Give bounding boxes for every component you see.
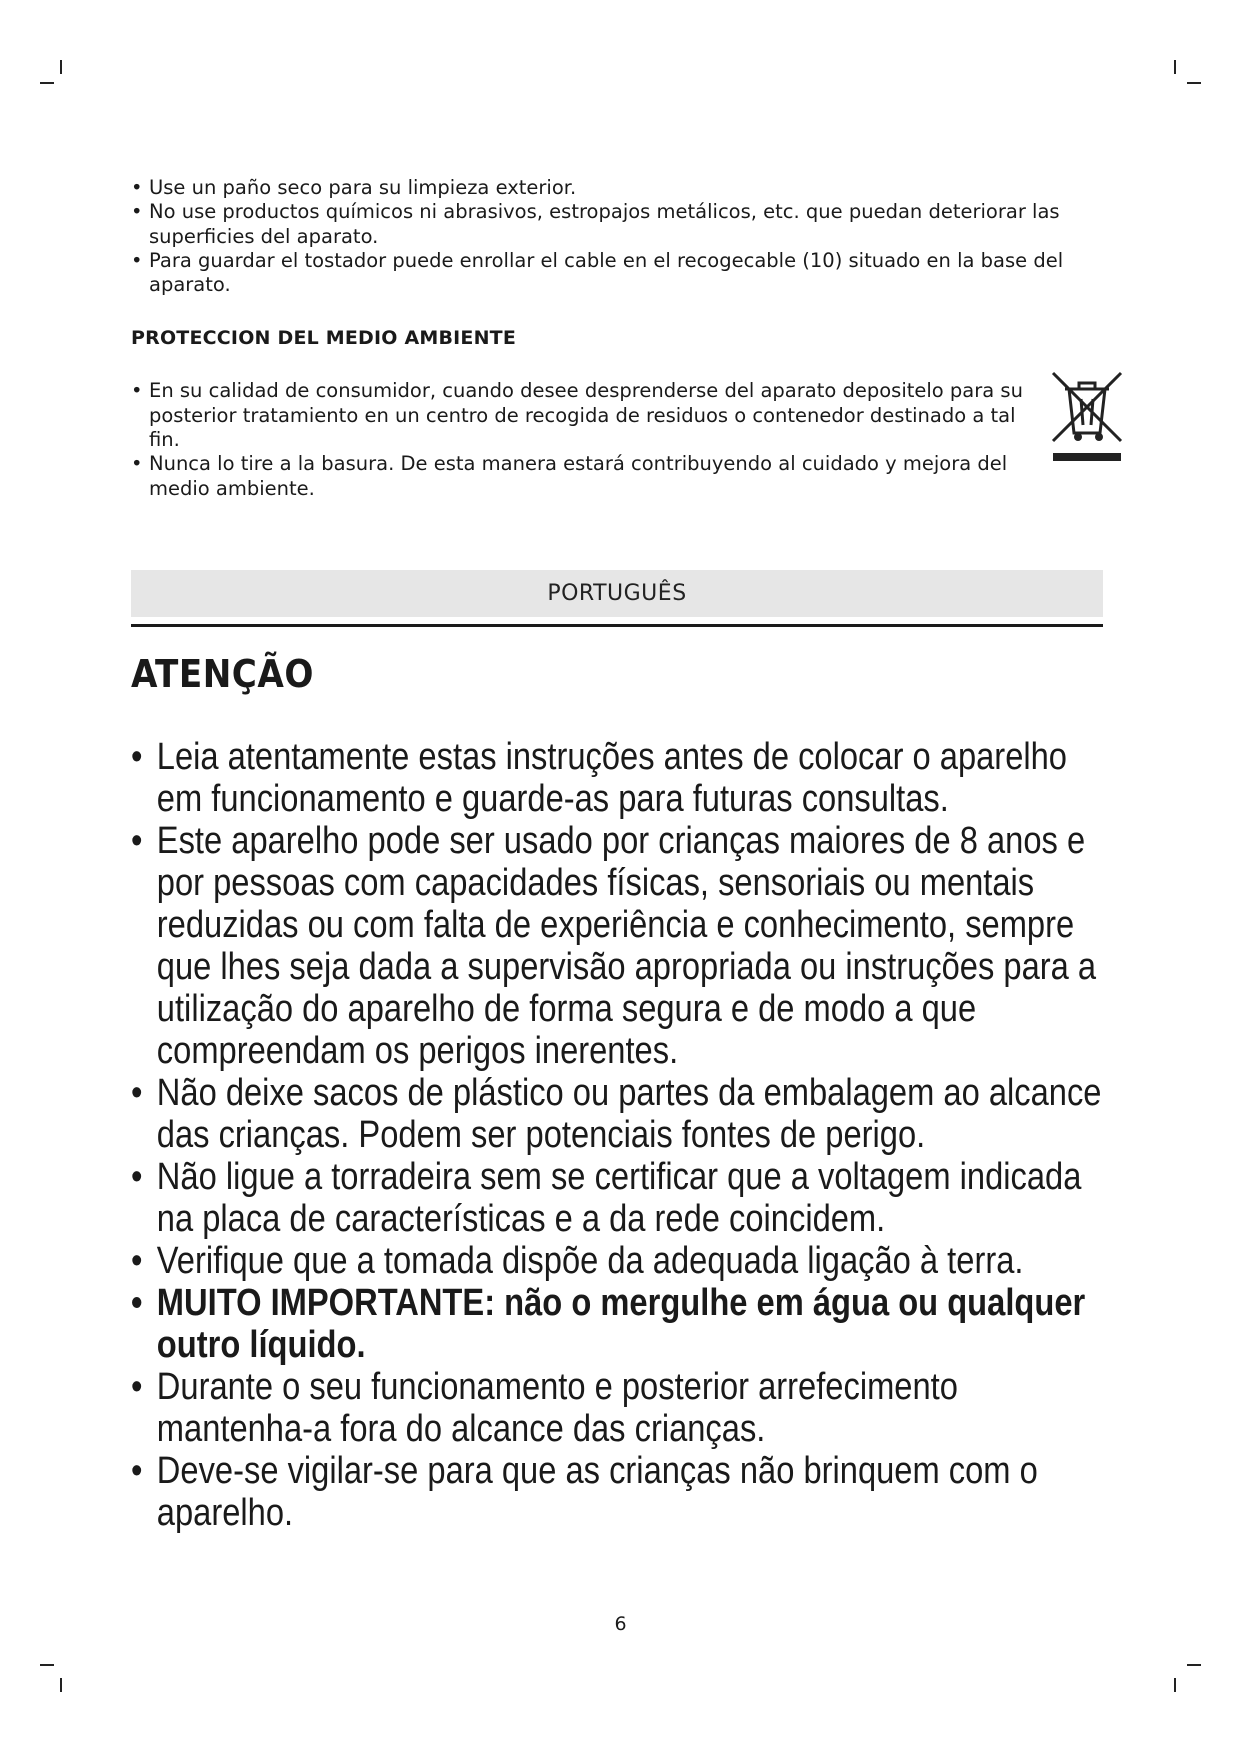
list-item: • Verifique que a tomada dispõe da adequada ligação à terra. (131, 1240, 1024, 1282)
environment-heading: PROTECCION DEL MEDIO AMBIENTE (131, 327, 517, 350)
list-item: • Deve-se vigilar-se para que as crianças não brinquem com o aparelho. (131, 1450, 1038, 1534)
list-item: • Não deixe sacos de plástico ou partes da embalagem ao alcance das crianças. Podem ser potenciais fontes de perigo. (131, 1072, 1102, 1156)
list-item: • No use productos químicos ni abrasivos, estropajos metálicos, etc. que puedan deteriorar las superficies del aparato. (131, 200, 1060, 248)
list-item: • Durante o seu funcionamento e posterior arrefecimento mantenha-a fora do alcance das crianças. (131, 1366, 958, 1450)
crossed-out-wheelie-bin-icon (1049, 367, 1125, 467)
crop-mark (1174, 1678, 1176, 1692)
page-number: 6 (614, 1613, 627, 1635)
page-title: ATENÇÃO (131, 652, 314, 696)
list-item: • Não ligue a torradeira sem se certificar que a voltagem indicada na placa de características e a da rede coincidem. (131, 1156, 1082, 1240)
crop-mark (40, 1664, 54, 1666)
cleaning-list (131, 176, 1121, 297)
list-item: • Nunca lo tire a la basura. De esta manera estará contribuyendo al cuidado y mejora del medio ambiente. (131, 452, 1008, 500)
crop-mark (1174, 60, 1176, 74)
list-item: • En su calidad de consumidor, cuando desee desprenderse del aparato depositelo para su posterior tratamiento en un centro de recogida de residuos o contenedor destinado a tal fin. (131, 379, 1023, 452)
environment-block (131, 379, 1121, 500)
list-item: • Use un paño seco para su limpieza exterior. (131, 176, 577, 199)
environment-list (131, 379, 1031, 500)
crop-mark (60, 1678, 62, 1692)
language-bar (131, 570, 1103, 617)
list-item: • Para guardar el tostador puede enrollar el cable en el recogecable (10) situado en la base del aparato. (131, 248, 1064, 297)
crop-mark (1187, 82, 1201, 84)
divider (131, 624, 1103, 627)
list-item: • Leia atentamente estas instruções antes de colocar o aparelho em funcionamento e guarde-as para futuras consultas. (131, 736, 1067, 820)
crop-mark (60, 60, 62, 74)
list-item: • Este aparelho pode ser usado por crianças maiores de 8 anos e por pessoas com capacidades físicas, sensoriais ou mentais reduzidas ou com falta de experiência e conhecimento, sempre que lhes seja dada a supervisão apropriada ou instruções para a utilização do aparelho de forma segura e de modo a que compreendam os perigos inerentes. (131, 820, 1097, 1072)
warning-list (131, 736, 1120, 1534)
crop-mark (40, 82, 54, 84)
list-item-important: • MUITO IMPORTANTE: não o mergulhe em água ou qualquer outro líquido. (131, 1282, 1086, 1366)
crop-mark (1187, 1664, 1201, 1666)
spanish-section (131, 176, 1121, 501)
language-label: PORTUGUÊS (547, 581, 687, 606)
